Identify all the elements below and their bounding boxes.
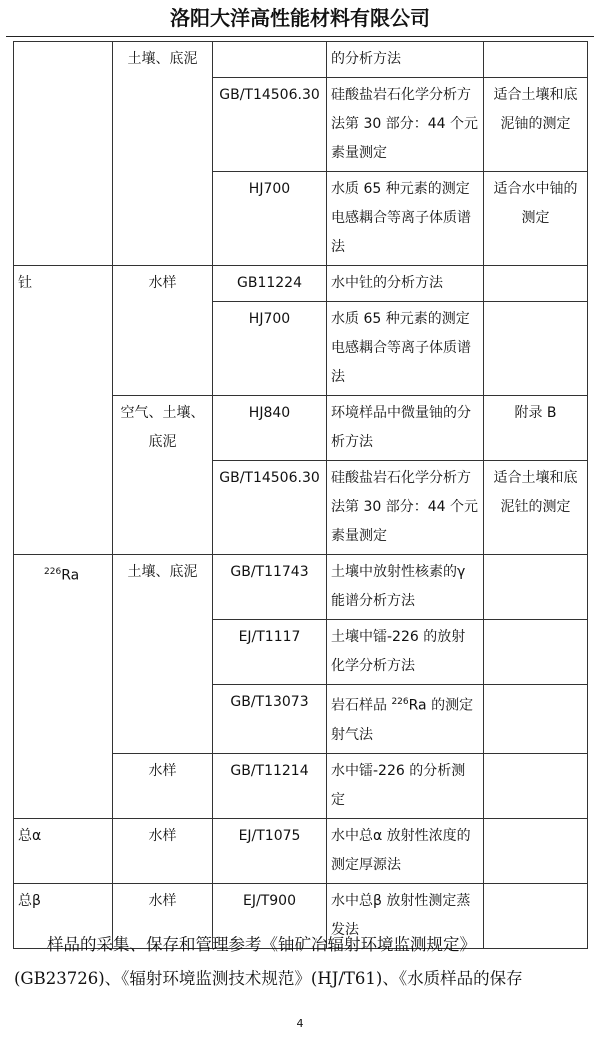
body-text: 样品的采集、保存和管理参考《铀矿冶辐射环境监测规定》	[47, 935, 476, 954]
table-row	[14, 555, 588, 620]
isotope-mass-number: 226	[391, 697, 409, 707]
element-cell: 总α	[14, 818, 113, 883]
method-name-cell: 的分析方法	[327, 42, 484, 78]
method-name-cell: 水中钍的分析方法	[327, 266, 484, 302]
method-name-cell: 环境样品中微量铀的分析方法	[327, 396, 484, 461]
method-name-part: 岩石样品	[331, 697, 392, 714]
remark-cell: 适合水中铀的测定	[484, 172, 588, 266]
element-cell: 总β	[14, 883, 113, 948]
remark-cell	[484, 555, 588, 620]
method-name-cell	[327, 685, 484, 754]
medium-cell: 水样	[113, 266, 213, 396]
medium-cell: 土壤、底泥	[113, 555, 213, 754]
medium-cell: 土壤、底泥	[113, 42, 213, 266]
remark-cell	[484, 818, 588, 883]
method-name-cell: 硅酸盐岩石化学分析方法第 30 部分：44 个元素量测定	[327, 461, 484, 555]
isotope-mass-number: 226	[44, 567, 62, 577]
remark-cell	[484, 302, 588, 396]
element-cell	[14, 42, 113, 266]
element-cell	[14, 555, 113, 819]
standard-code-cell: EJ/T900	[213, 883, 327, 948]
remark-cell	[484, 42, 588, 78]
remark-cell: 附录 B	[484, 396, 588, 461]
standard-code-cell: GB/T11214	[213, 753, 327, 818]
body-text: (GB23726)、《辐射环境监测技术规范》(HJ/T61)、《水质样品的保存	[14, 969, 523, 988]
element-cell: 钍	[14, 266, 113, 555]
medium-cell: 水样	[113, 753, 213, 818]
method-name-cell: 水中镭-226 的分析测定	[327, 753, 484, 818]
standard-code-cell	[213, 42, 327, 78]
method-name-cell: 土壤中镭-226 的放射化学分析方法	[327, 620, 484, 685]
standard-code-cell: HJ700	[213, 302, 327, 396]
standard-code-cell: EJ/T1117	[213, 620, 327, 685]
body-paragraph-line	[14, 930, 588, 960]
page-number: 4	[296, 1017, 304, 1030]
standard-code-cell: GB/T13073	[213, 685, 327, 754]
company-header: 洛阳大洋高性能材料有限公司	[170, 6, 430, 30]
method-name-cell: 硅酸盐岩石化学分析方法第 30 部分：44 个元素量测定	[327, 78, 484, 172]
medium-cell: 空气、土壤、底泥	[113, 396, 213, 555]
remark-cell	[484, 685, 588, 754]
remark-cell	[484, 620, 588, 685]
monitoring-methods-table	[13, 41, 588, 949]
method-name-cell: 水中总α 放射性浓度的测定厚源法	[327, 818, 484, 883]
method-name-part: Ra 的测定射气法	[331, 697, 474, 743]
body-paragraph-line	[14, 964, 588, 994]
header-divider	[6, 36, 594, 37]
element-symbol: Ra	[61, 567, 80, 584]
standard-code-cell: HJ700	[213, 172, 327, 266]
method-name-cell: 水质 65 种元素的测定电感耦合等离子体质谱法	[327, 172, 484, 266]
method-name-cell: 土壤中放射性核素的γ 能谱分析方法	[327, 555, 484, 620]
standard-code-cell: GB/T11743	[213, 555, 327, 620]
medium-cell: 水样	[113, 883, 213, 948]
standard-code-cell: GB11224	[213, 266, 327, 302]
table-row	[14, 42, 588, 78]
remark-cell: 适合土壤和底泥铀的测定	[484, 78, 588, 172]
remark-cell: 适合土壤和底泥钍的测定	[484, 461, 588, 555]
table-row	[14, 266, 588, 302]
table-row	[14, 818, 588, 883]
medium-cell: 水样	[113, 818, 213, 883]
method-name-cell: 水中总β 放射性测定蒸发法	[327, 883, 484, 948]
standard-code-cell: GB/T14506.30	[213, 78, 327, 172]
method-name-cell: 水质 65 种元素的测定电感耦合等离子体质谱法	[327, 302, 484, 396]
remark-cell	[484, 266, 588, 302]
standard-code-cell: EJ/T1075	[213, 818, 327, 883]
remark-cell	[484, 753, 588, 818]
standard-code-cell: GB/T14506.30	[213, 461, 327, 555]
standard-code-cell: HJ840	[213, 396, 327, 461]
